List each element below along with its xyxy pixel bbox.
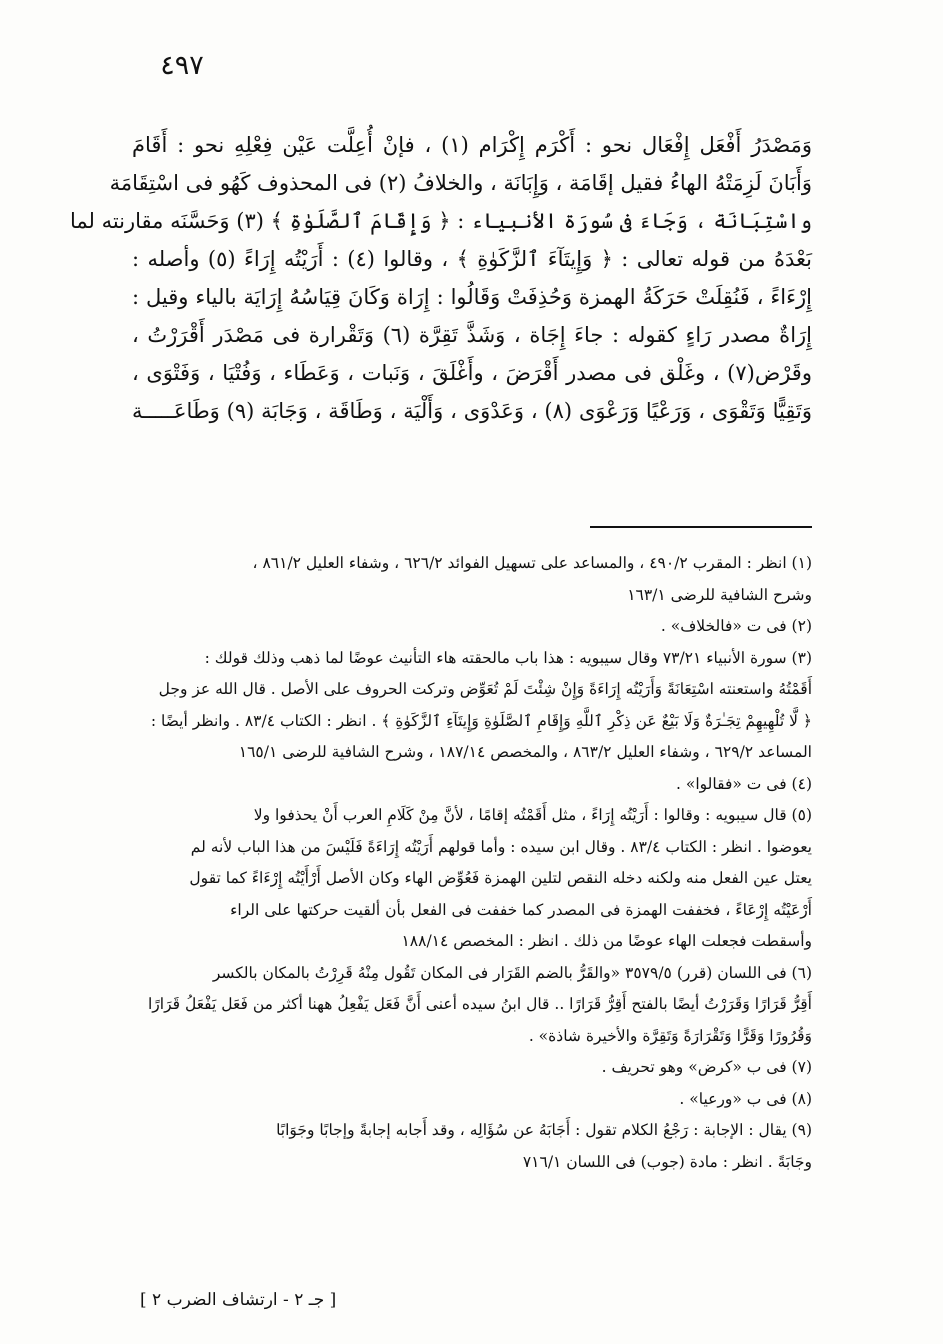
main-line: وقَرْض(٧) ، وغَلْق فى مصدر أَقْرَضَ ، وأَغْلَقَ ، وَنَبات ، وَعَطَاء ، وَفُتْيَا ، وَفَتْوَى ، bbox=[132, 361, 812, 385]
footnote-divider bbox=[590, 526, 812, 528]
footnote-line: وشرح الشافية للرضى ١٦٣/١ bbox=[627, 585, 812, 604]
main-line: وَمَصْدَرُ أَفْعَل إِفْعَال نحو : أَكْرَم إِكْرَام (١) ، فإنْ أُعِلَّت عَيْن فِعْلِهِ نحو : أَقَامَ bbox=[132, 133, 812, 157]
footnote-line: (٣) سورة الأنبياء ٧٣/٢١ وقال سيبويه : هذا باب مالحقته هاء التأنيث عوضًا لما ذهب وذلك قولك : bbox=[204, 648, 812, 667]
footnote-line: (٢) فى ت «فالخلاف» . bbox=[660, 617, 812, 635]
footnote-line: (٧) فى ب «كرض» وهو تحريف . bbox=[601, 1058, 812, 1076]
main-line: وَتَقِيًّا وَتَقْوَى ، وَرَعْيًا وَرَعْوَى (٨) ، وَعَدْوَى ، وَأَلْيَة ، وَطَاقَة ، وَجَابَة (٩) وَطَاعَـــــة bbox=[132, 399, 812, 423]
footnote-line: أَقَمْتُهُ واستعنته اسْتِعَانَةً وَأَرَيْتُه إِرَاءَةً وَإِنْ شِئْتَ لَمْ تُعَوِّض وتركت الحروف على الأصل . قال الله عز وجل bbox=[158, 680, 812, 698]
footnote-line: (٤) فى ت «فقالوا» . bbox=[676, 774, 812, 793]
footnote-line: يعتل عين الفعل منه ولكنه دخله النقص لتلين الهمزة فَعُوِّض الهاء وكان الأصل أَرْأَيْتُه إِرْءَاءً كما تقول bbox=[189, 869, 812, 887]
footnote-line: (١) انظر : المقرب ٤٩٠/٢ ، والمساعد على تسهيل الفوائد ٦٢٦/٢ ، وشفاء العليل ٨٦١/٢ ، bbox=[252, 554, 812, 572]
footnote-line: (٦) فى اللسان (قرر) ٣٥٧٩/٥ «والقَرُّ بالضم القَرَار فى المكان تَقُول مِنْهُ قَرِرْتُ بالمكان بالكسر bbox=[212, 963, 812, 982]
page-number: ٤٩٧ bbox=[160, 50, 204, 81]
page-footer: [ جـ ٢ - ارتشاف الضرب ٢ ] bbox=[140, 1290, 337, 1310]
main-line: إِرَاةٌ مصدر رَاءٍ كقوله : جاءَ إِجَاة ، وَشَذَّ تَقِرَّة (٦) وَتَقْرارة فى مَصْدَر أَقْرَرْتُ ، bbox=[132, 323, 812, 347]
footnote-line: وَقُرُورًا وَقَرًّا وَتَقْرَارَةً وَتَقِرَّة والأخيرة شاذة» . bbox=[528, 1026, 812, 1045]
footnote-line: وجَابَةً . انظر : مادة (جوب) فى اللسان ٧١٦/١ bbox=[522, 1152, 812, 1171]
footnote-line: (٥) قال سيبويه : وقالوا : أَرَيْتُه إِرَاءً ، مثل أَقَمْتُه إقامًا ، لأنَّ مِنْ كَلَامِ العرب أَنْ يحذفوا ولا bbox=[253, 806, 812, 824]
footnote-line: (٨) فى ب «ورعيا» . bbox=[679, 1089, 812, 1108]
main-line: بَعْدَهُ من قوله تعالى : ﴿ وَإِيتَآءَ ٱلزَّكَوٰةِ ﴾ ، وقالوا (٤) : أَرَيْتُه إِرَاءً (٥) وأصله : bbox=[132, 247, 812, 271]
main-line: إِرْءَاءً ، فَنُقِلَتْ حَرَكَةُ الهمزة وَحُذِفَتْ وَقَالُوا : إِرَاة وَكَانَ قِيَاسُهُ إِرَايَة بالياء وقيل : bbox=[132, 285, 812, 309]
footnote-line: أَرْعَيْتُه إِرْعَاءً ، فخففت الهمزة فى المصدر كما خففت فى الفعل بأن ألقيت حركتها على الراء bbox=[230, 900, 812, 919]
footnote-line: المساعد ٦٢٩/٢ ، وشفاء العليل ٨٦٣/٢ ، والمخصص ١٨٧/١٤ ، وشرح الشافية للرضى ١٦٥/١ bbox=[238, 743, 812, 761]
footnotes bbox=[132, 548, 812, 1178]
footnote-line: يعوضوا . انظر : الكتاب ٨٣/٤ . وقال ابن سيده : وأما قولهم أَرَيْتُه إِرَاءَةً فَلَيْسَ من هذا الباب لأنه لم bbox=[190, 837, 812, 856]
footnote-line: أَقِرُّ قَرَارًا وَقَرَرْتُ أيضًا بالفتح أَقِرُّ قَرَارًا .. قال ابنُ سيده أعنى أَنَّ فَعَل يَفْعِلُ ههنا أكثر من فَعَل يَفْعَلُ قَرَارًا bbox=[147, 995, 812, 1013]
footnote-line: وأسقطت فجعلت الهاء عوضًا من ذلك . انظر : المخصص ١٨٨/١٤ bbox=[401, 932, 812, 950]
main-line: واسْتِبَانَة ، وَجَاءَ فى سُورَة الأنبياء : ﴿ وَإِقَامَ ٱلصَّلَوٰةِ ﴾ (٣) وَحَسَّنَه مقارنته لما bbox=[69, 209, 812, 233]
footnote-line: (٩) يقال : الإجابة : رَجْعُ الكلام تقول : أَجَابَهُ عن سُؤَالِه ، وقد أَجابه إجابةً وإجابًا وجَوَابًا bbox=[276, 1121, 812, 1139]
main-text bbox=[69, 126, 812, 430]
footnote-line: ﴿ لَّا تُلْهِيهِمْ تِجَـٰرَةٌ وَلَا بَيْعٌ عَن ذِكْرِ ٱللَّهِ وَإِقَامِ ٱلصَّلَوٰةِ وَإِيتَآءِ ٱلزَّكَوٰةِ ﴾ . انظر : الكتاب ٨٣/٤ . وانظر أيضًا : bbox=[150, 711, 812, 730]
main-line: وَأَبَانَ لَزِمَتْهُ الهاءُ فقيل إقَامَة ، وَإِبَانَة ، والخلافُ (٢) فى المحذوف كَهُو فى اسْتِقَامَة bbox=[109, 171, 812, 195]
